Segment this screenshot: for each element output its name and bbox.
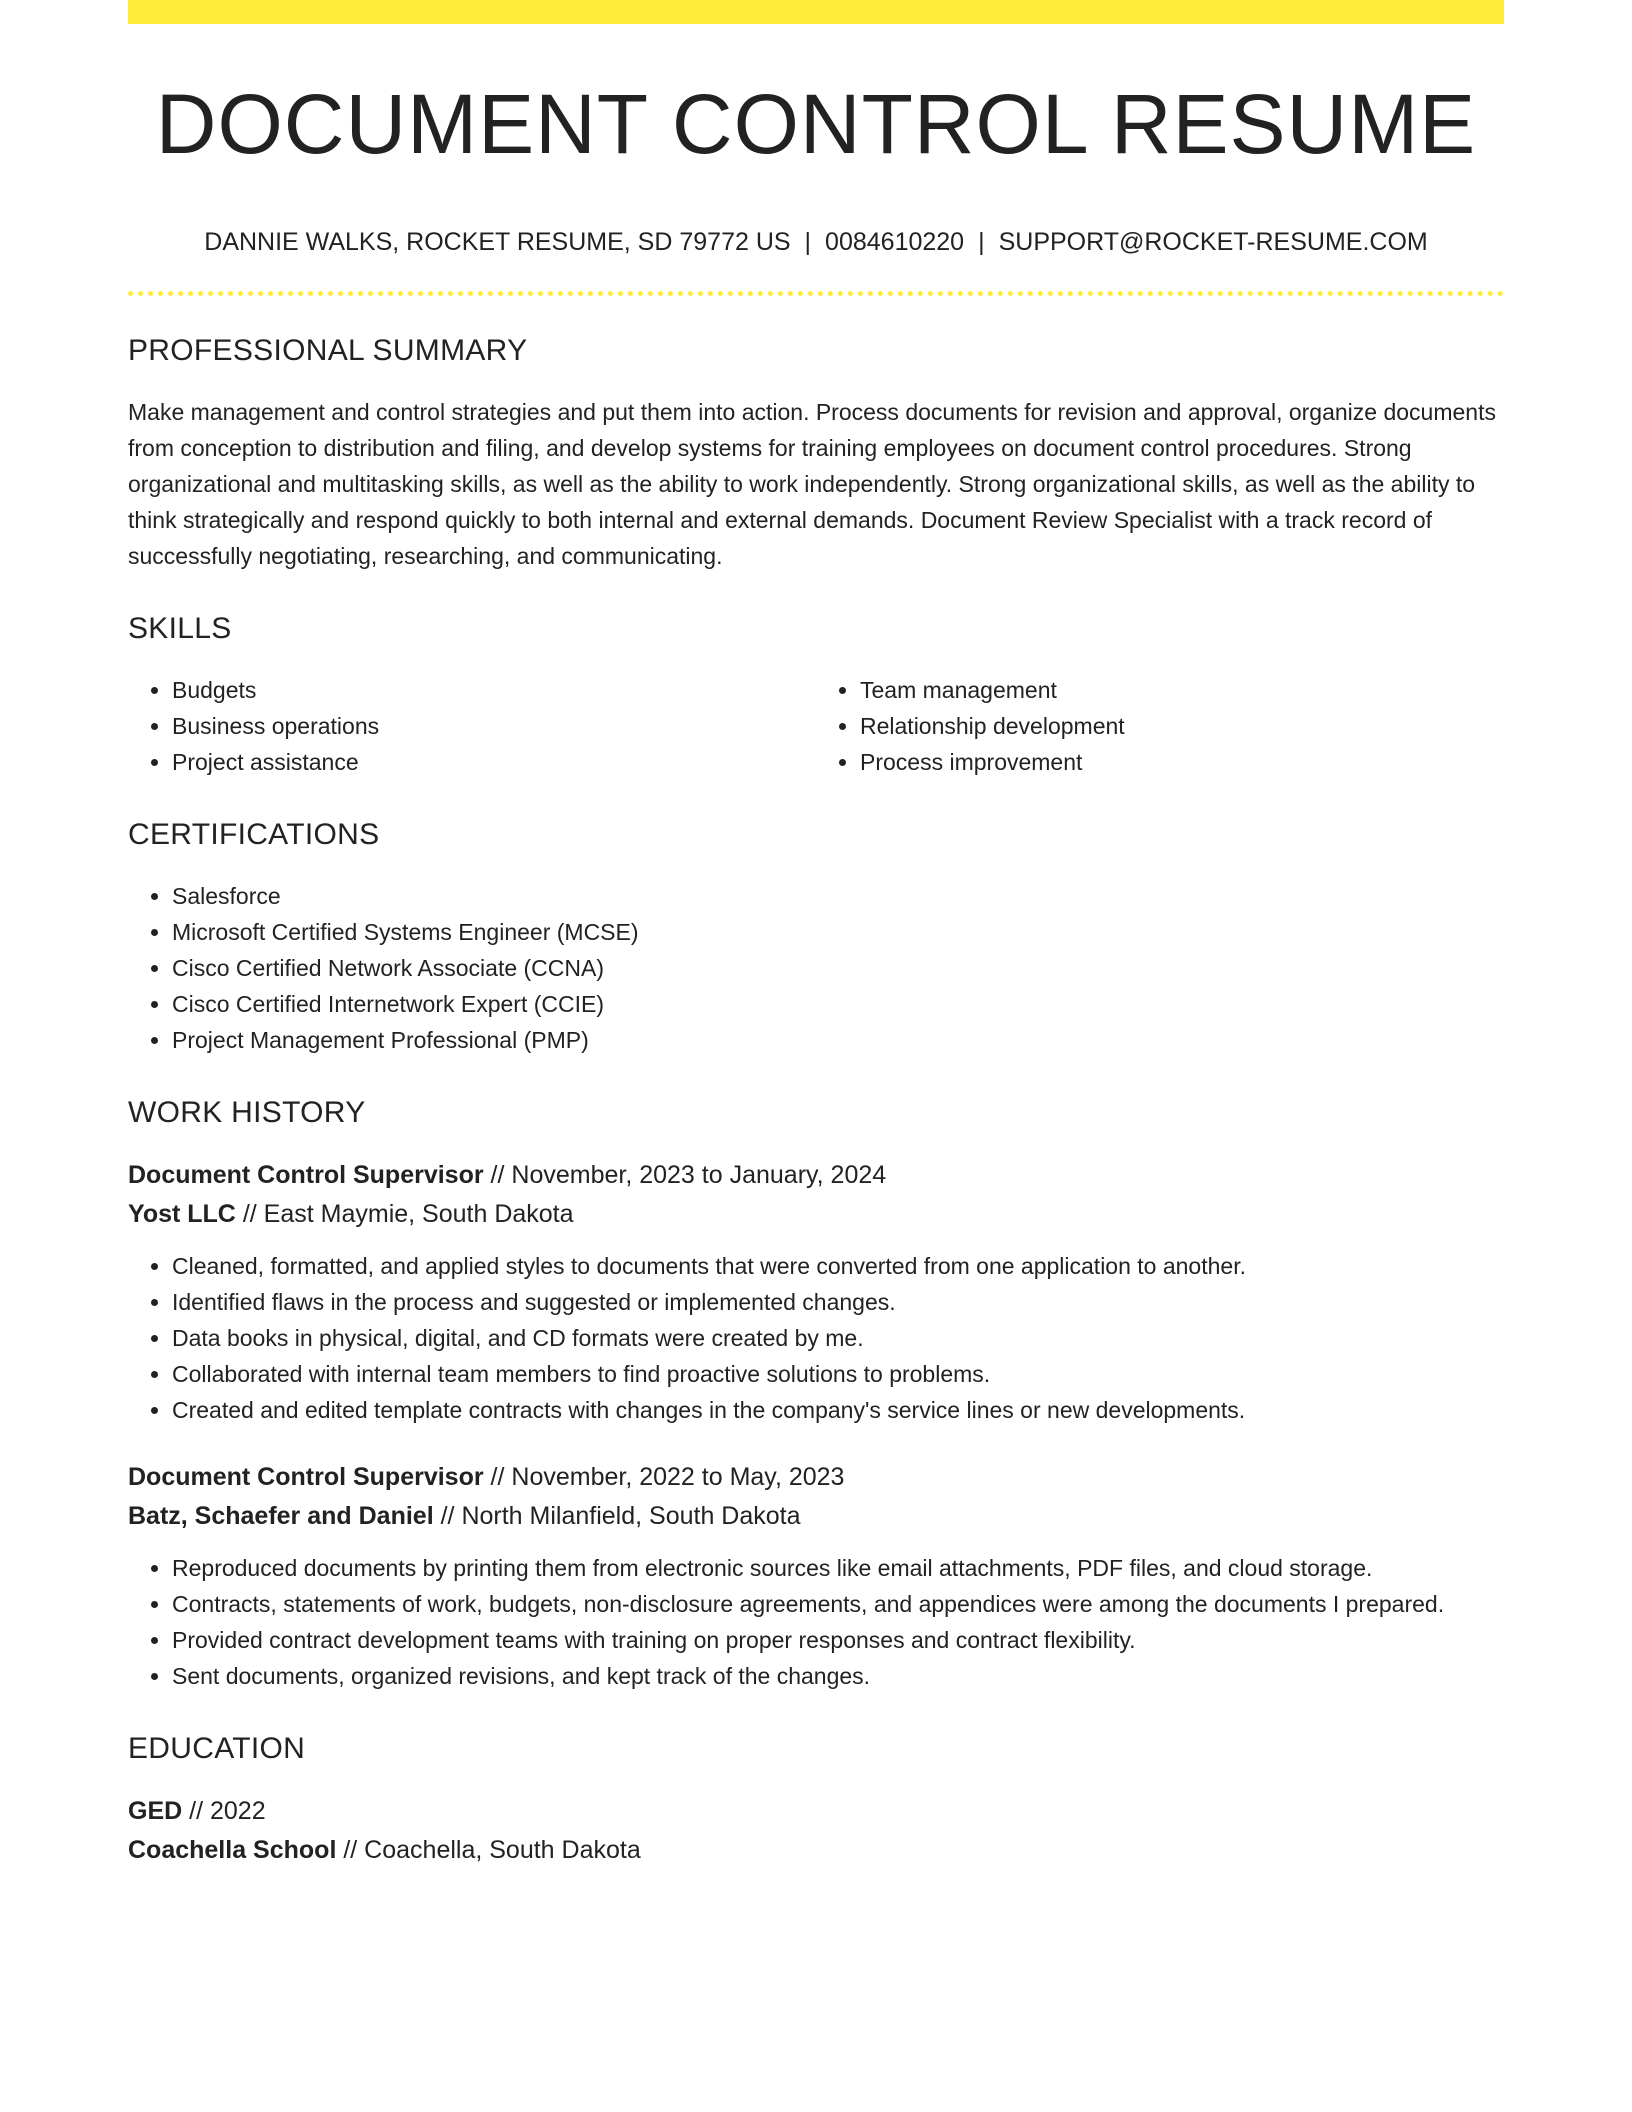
job-bullet: • Sent documents, organized revisions, and kept track of the changes. (172, 1658, 1504, 1694)
job-title-line (128, 1458, 1504, 1497)
job-bullets (128, 1550, 1504, 1694)
page-title: DOCUMENT CONTROL RESUME (155, 77, 1477, 171)
certifications-heading: CERTIFICATIONS (128, 818, 380, 851)
contact-line (128, 230, 1504, 255)
job-title: Document Control Supervisor (128, 1161, 484, 1189)
skill-item: • Process improvement (860, 744, 1504, 780)
certification-item: • Cisco Certified Network Associate (CCNA) (172, 950, 1504, 986)
top-accent-bar (128, 0, 1504, 24)
job-title: Document Control Supervisor (128, 1463, 484, 1491)
certification-item: • Microsoft Certified Systems Engineer (MCSE) (172, 914, 1504, 950)
contact-separator: | (978, 228, 985, 256)
job-bullet: • Identified flaws in the process and suggested or implemented changes. (172, 1284, 1504, 1320)
certification-item: • Project Management Professional (PMP) (172, 1022, 1504, 1058)
skills-list-left (128, 672, 816, 780)
skills-list-right (816, 672, 1504, 780)
dotted-divider (128, 291, 1504, 296)
job-entry (128, 1156, 1504, 1428)
job-entry (128, 1458, 1504, 1694)
contact-email: SUPPORT@ROCKET-RESUME.COM (998, 228, 1428, 256)
education-year: // 2022 (189, 1797, 266, 1825)
contact-separator: | (804, 228, 812, 256)
work-history-heading: WORK HISTORY (128, 1096, 366, 1129)
skill-item: • Business operations (172, 708, 816, 744)
resume-content (128, 24, 1504, 1870)
skill-item: • Budgets (172, 672, 816, 708)
job-bullets (128, 1248, 1504, 1428)
skill-item: • Relationship development (860, 708, 1504, 744)
job-bullet: • Cleaned, formatted, and applied styles to documents that were converted from one application to another. (172, 1248, 1504, 1284)
skill-item: • Project assistance (172, 744, 816, 780)
job-company-line (128, 1195, 1504, 1234)
education-degree: GED (128, 1797, 183, 1825)
contact-phone: 0084610220 (825, 228, 965, 256)
summary-heading: PROFESSIONAL SUMMARY (128, 334, 528, 367)
job-location: // East Maymie, South Dakota (242, 1200, 574, 1228)
job-title-line (128, 1156, 1504, 1195)
certification-item: • Salesforce (172, 878, 1504, 914)
skill-item: • Team management (860, 672, 1504, 708)
education-school-line (128, 1831, 1504, 1870)
job-bullet: • Data books in physical, digital, and CD formats were created by me. (172, 1320, 1504, 1356)
job-company: Yost LLC (128, 1200, 236, 1228)
certifications-list (128, 878, 1504, 1058)
skills-heading: SKILLS (128, 612, 232, 645)
job-dates: // November, 2023 to January, 2024 (490, 1161, 887, 1189)
contact-address: DANNIE WALKS, ROCKET RESUME, SD 79772 US (204, 228, 791, 256)
education-heading: EDUCATION (128, 1732, 306, 1765)
certification-item: • Cisco Certified Internetwork Expert (CCIE) (172, 986, 1504, 1022)
job-bullet: • Provided contract development teams with training on proper responses and contract flexibility. (172, 1622, 1504, 1658)
education-location: // Coachella, South Dakota (343, 1836, 641, 1864)
education-school: Coachella School (128, 1836, 337, 1864)
job-company: Batz, Schaefer and Daniel (128, 1502, 434, 1530)
job-dates: // November, 2022 to May, 2023 (490, 1463, 845, 1491)
job-bullet: • Reproduced documents by printing them from electronic sources like email attachments, PDF files, and cloud storage. (172, 1550, 1504, 1586)
skills-grid (128, 672, 1504, 780)
job-company-line (128, 1497, 1504, 1536)
job-bullet: • Created and edited template contracts with changes in the company's service lines or new developments. (172, 1392, 1504, 1428)
job-location: // North Milanfield, South Dakota (440, 1502, 801, 1530)
job-bullet: • Collaborated with internal team members to find proactive solutions to problems. (172, 1356, 1504, 1392)
summary-text: Make management and control strategies and put them into action. Process documents for revision and approval, organize documents from conception to distribution and filing, and develop systems for training employees on document control procedures. Strong organizational and multitasking skills, as well as the ability to work independently. Strong organizational skills, as well as the ability to think strategically and respond quickly to both internal and external demands. Document Review Specialist with a track record of successfully negotiating, researching, and communicating. (128, 399, 1496, 569)
job-bullet: • Contracts, statements of work, budgets, non-disclosure agreements, and appendices were among the documents I prepared. (172, 1586, 1504, 1622)
education-degree-line (128, 1792, 1504, 1831)
